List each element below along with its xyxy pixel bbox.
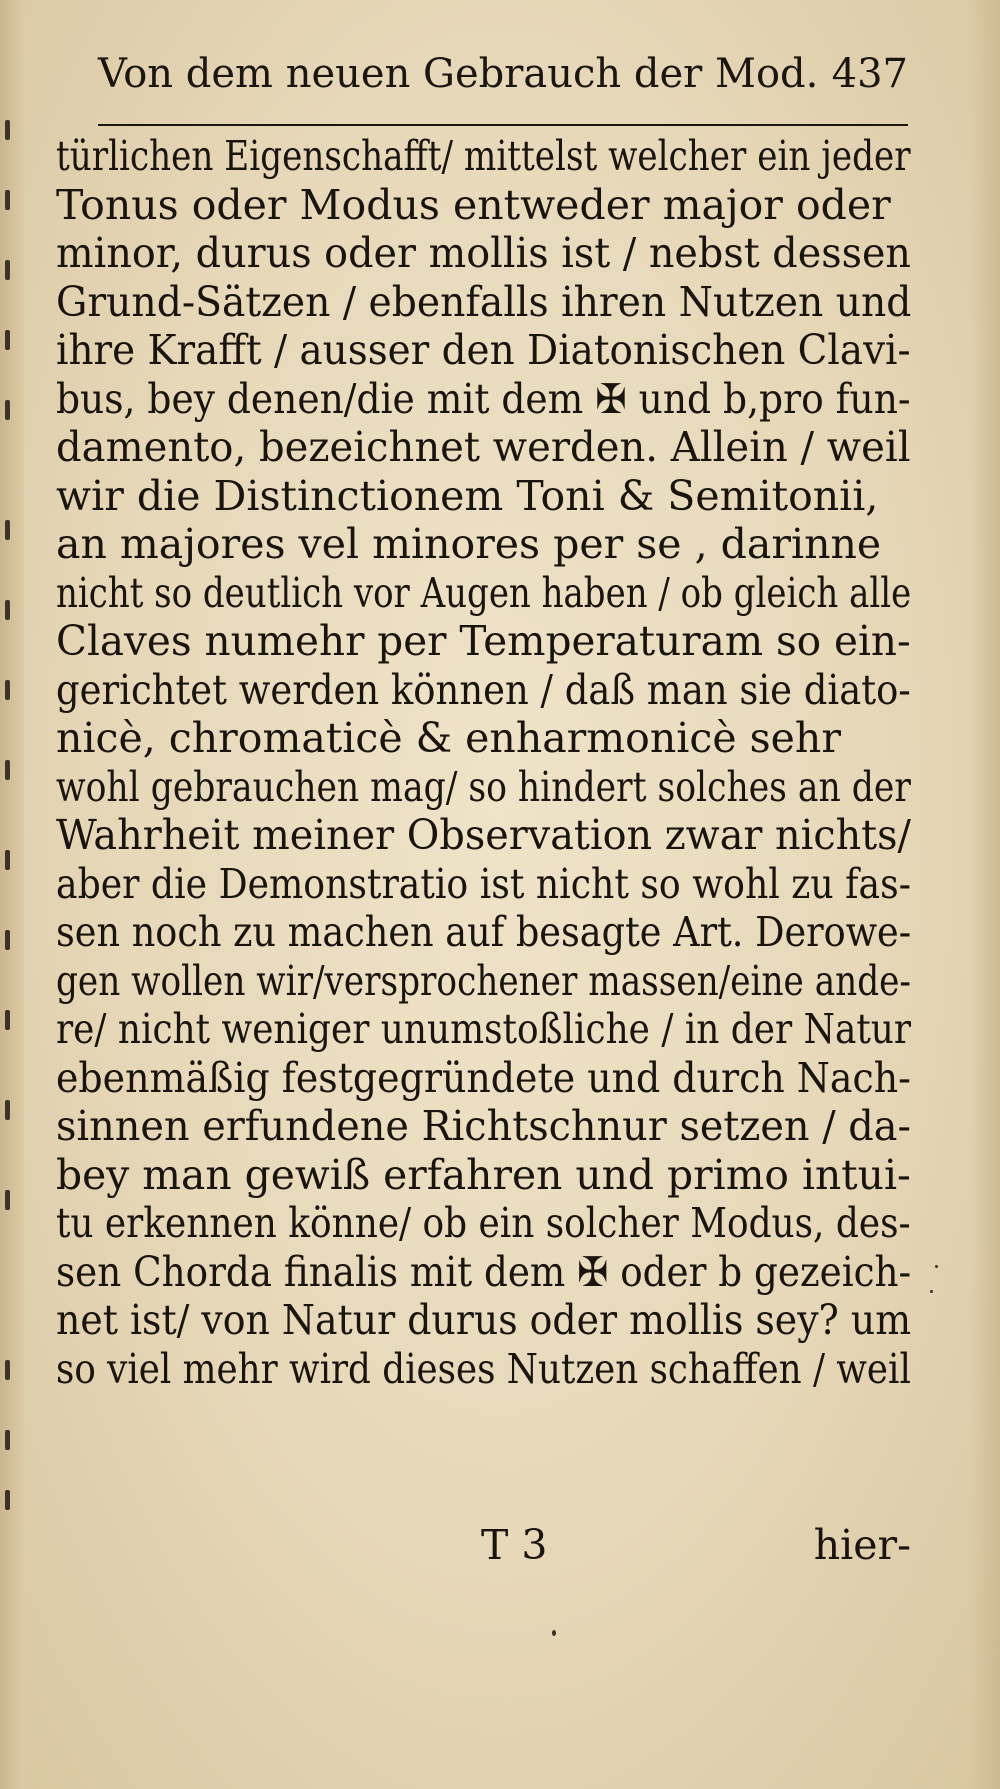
- text-line: sen noch zu machen auf besagte Art. Derowe-: [56, 908, 912, 956]
- gutter-mark: [5, 1010, 10, 1030]
- text-line: sinnen erfundene Richtschnur setzen / da-: [56, 1102, 911, 1150]
- text-line: bus, bey denen/die mit dem ✠ und b,pro fun-: [56, 374, 911, 423]
- text-line: Tonus oder Modus entweder major oder: [56, 180, 891, 229]
- text-line: Wahrheit meiner Observation zwar nichts/: [56, 811, 911, 859]
- text-line: net ist/ von Natur durus oder mollis sey? um: [56, 1296, 912, 1344]
- page-edge-shadow: [970, 0, 1000, 1789]
- signature-mark: T 3: [481, 1521, 548, 1569]
- running-header: [98, 44, 908, 104]
- gutter-mark: [5, 330, 10, 350]
- text-line: nicht so deutlich vor Augen haben / ob gleich alle: [56, 568, 912, 617]
- gutter-mark: [5, 190, 10, 210]
- text-line: minor, durus oder mollis ist / nebst dessen: [56, 229, 912, 277]
- header-rule: [98, 124, 908, 126]
- text-line: ihre Krafft / ausser den Diatonischen Clavi-: [56, 326, 911, 374]
- text-line: ebenmäßig festgegründete und durch Nach-: [56, 1053, 911, 1102]
- gutter-mark: [5, 1490, 10, 1510]
- gutter-mark: [5, 600, 10, 620]
- gutter-mark: [5, 680, 10, 700]
- paper-speck: [935, 1265, 938, 1268]
- text-line: tu erkennen könne/ ob ein solcher Modus, des-: [56, 1199, 911, 1247]
- text-line: nicè, chromaticè & enharmonicè sehr: [56, 714, 841, 762]
- gutter-mark: [5, 520, 10, 540]
- gutter-mark: [5, 400, 10, 420]
- text-line: aber die Demonstratio ist nicht so wohl zu fas-: [56, 859, 911, 908]
- page-number: 437: [831, 51, 908, 97]
- binding-gutter: [0, 0, 24, 1789]
- gutter-mark: [5, 1360, 10, 1380]
- text-line: an majores vel minores per se , darinne: [56, 520, 882, 568]
- text-line: gerichtet werden können / daß man sie diato-: [56, 665, 911, 714]
- gutter-mark: [5, 930, 10, 950]
- catchword: hier-: [813, 1521, 911, 1569]
- gutter-mark: [5, 1190, 10, 1210]
- text-line: wohl gebrauchen mag/ so hindert solches an der: [56, 762, 911, 811]
- text-line: damento, bezeichnet werden. Allein / weil: [56, 423, 911, 471]
- gutter-mark: [5, 1430, 10, 1450]
- gutter-mark: [5, 120, 10, 140]
- paper-speck: [552, 1630, 556, 1636]
- gutter-mark: [5, 760, 10, 780]
- text-line: wir die Distinctionem Toni & Semitonii,: [56, 471, 879, 520]
- running-title: Von dem neuen Gebrauch der Mod.: [98, 51, 819, 97]
- page-footer: [56, 1520, 911, 1570]
- text-line: Claves numehr per Temperaturam so ein-: [56, 617, 911, 665]
- text-line: re/ nicht weniger unumstoßliche / in der Natur: [56, 1005, 912, 1053]
- paper-speck: [930, 1290, 933, 1293]
- gutter-mark: [5, 1100, 10, 1120]
- text-line: gen wollen wir/versprochener massen/eine ande-: [56, 956, 911, 1005]
- gutter-mark: [5, 260, 10, 280]
- text-line: so viel mehr wird dieses Nutzen schaffen / weil: [56, 1344, 911, 1393]
- body-text: [56, 132, 911, 1393]
- text-line: sen Chorda finalis mit dem ✠ oder b gezeich-: [56, 1247, 912, 1296]
- text-line: türlichen Eigenschafft/ mittelst welcher ein jeder: [56, 132, 911, 180]
- text-line: bey man gewiß erfahren und primo intui-: [56, 1150, 911, 1199]
- text-line: Grund-Sätzen / ebenfalls ihren Nutzen und: [56, 277, 912, 326]
- gutter-mark: [5, 850, 10, 870]
